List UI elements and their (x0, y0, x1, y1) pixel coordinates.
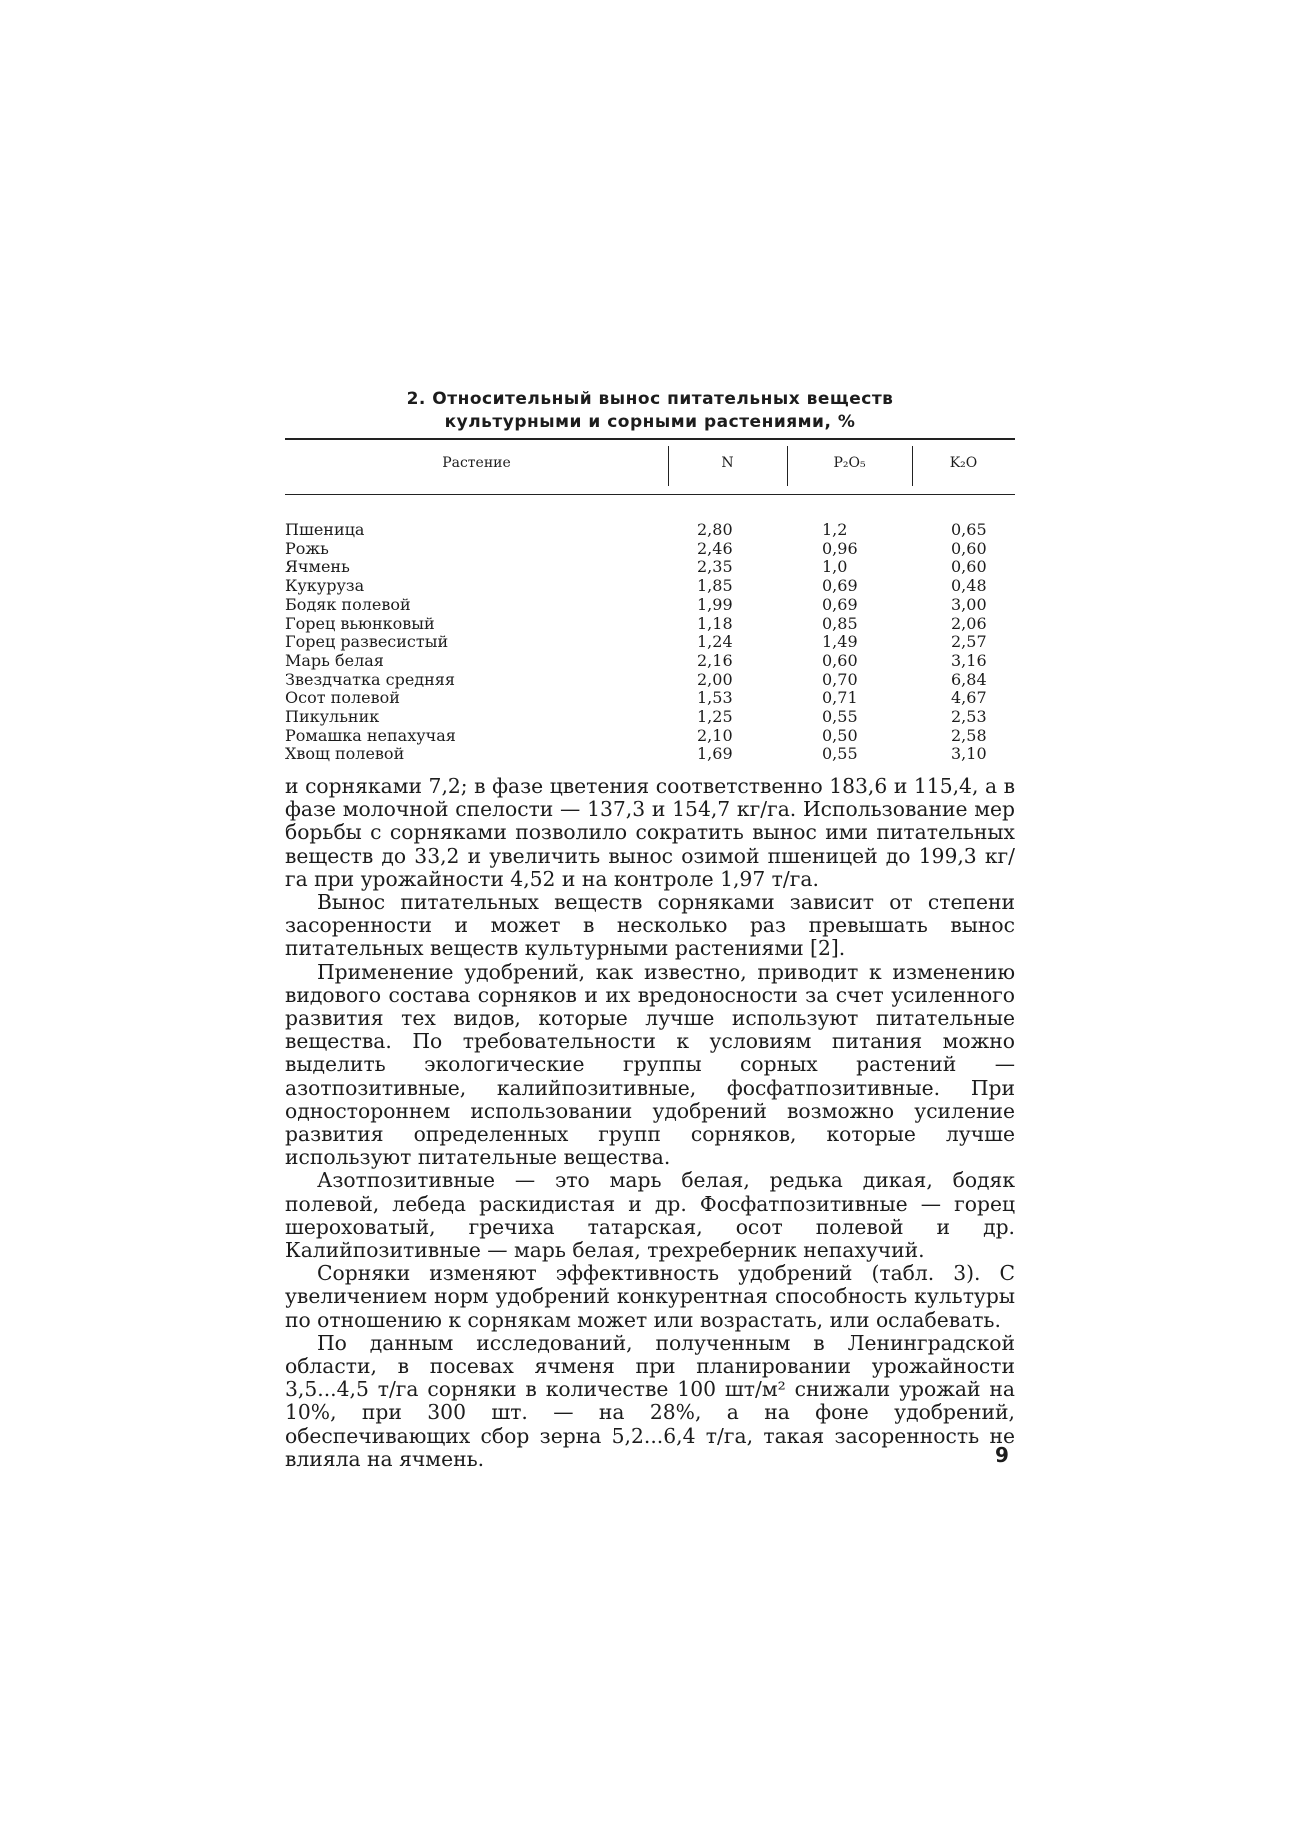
plant-name: Ячмень (285, 557, 350, 577)
p2o5-value: 0,60 (822, 650, 858, 670)
k2o-value: 0,65 (951, 520, 987, 539)
table-row (285, 745, 1015, 764)
n-value: 2,35 (697, 557, 733, 577)
header-k2o: K₂O (949, 455, 978, 471)
header-plant: Растение (442, 455, 511, 471)
table-row (285, 671, 1015, 690)
p2o5-value: 0,85 (822, 613, 858, 633)
table-row (285, 689, 1015, 708)
n-value: 1,25 (697, 707, 733, 726)
n-value: 2,00 (697, 669, 733, 689)
k2o-value: 4,67 (951, 688, 987, 708)
table-title-line-1: 2. Относительный вынос питательных веществ (406, 389, 894, 409)
k2o-value: 2,53 (951, 707, 987, 726)
p2o5-value: 1,0 (822, 557, 848, 577)
table-row (285, 577, 1015, 596)
page-number: 9 (995, 1443, 1009, 1467)
n-value: 2,46 (697, 538, 733, 558)
paragraph: По данным исследований, полученным в Ленинградской области, в посевах ячменя при планировании урожайности 3,5...4,5 т/га сорняки в количестве 100 шт/м² снижали урожай на 10%, при 300 шт. — на 28%, а на фоне удобрений, обеспечивающих сбор зерна 5,2...6,4 т/га, такая засоренность не влияла на ячмень. (285, 1330, 1015, 1471)
plant-name: Звездчатка средняя (285, 669, 455, 689)
plant-name: Осот полевой (285, 688, 400, 708)
plant-name: Кукуруза (285, 576, 365, 596)
paragraph: и сорняками 7,2; в фазе цветения соответственно 183,6 и 115,4, а в фазе молочной спелости — 137,3 и 154,7 кг/га. Использование мер борьбы с сорняками позволило сократить вынос ими питательных веществ до 33,2 и увеличить вынос озимой пшеницей до 199,3 кг/га при урожайности 4,52 и на контроле 1,97 т/га. (285, 774, 1015, 891)
p2o5-value: 0,70 (822, 669, 858, 689)
n-value: 2,80 (697, 520, 733, 539)
k2o-value: 0,60 (951, 538, 987, 558)
table-row (285, 615, 1015, 634)
table-title-line-2: культурными и сорными растениями, % (444, 412, 856, 432)
table-row (285, 540, 1015, 559)
n-value: 1,99 (697, 594, 733, 614)
k2o-value: 3,16 (951, 650, 987, 670)
plant-name: Пшеница (285, 520, 365, 539)
p2o5-value: 1,2 (822, 520, 848, 539)
p2o5-value: 0,55 (822, 707, 858, 726)
p2o5-value: 1,49 (822, 632, 858, 652)
header-p2o5: P₂O₅ (833, 455, 866, 471)
n-value: 1,69 (697, 744, 733, 764)
p2o5-value: 0,96 (822, 538, 858, 558)
k2o-value: 6,84 (951, 669, 987, 689)
paragraph: Применение удобрений, как известно, приводит к изменению видового состава сорняков и их вредоносности за счет усиленного развития тех видов, которые лучше используют питательные вещества. По требовательности к условиям питания можно выделить экологические группы сорных растений — азотпозитивные, калийпозитивные, фосфатпозитивные. При одностороннем использовании удобрений возможно усиление развития определенных групп сорняков, которые лучше используют питательные вещества. (285, 959, 1015, 1170)
table-row (285, 652, 1015, 671)
plant-name: Хвощ полевой (285, 744, 405, 764)
n-value: 1,85 (697, 576, 733, 596)
p2o5-value: 0,55 (822, 744, 858, 764)
k2o-value: 2,58 (951, 725, 987, 745)
paragraph: Сорняки изменяют эффективность удобрений (табл. 3). С увеличением норм удобрений конкурентная способность культуры по отношению к сорнякам может или возрастать, или ослабевать. (285, 1261, 1015, 1332)
p2o5-value: 0,69 (822, 594, 858, 614)
plant-name: Ромашка непахучая (285, 725, 456, 745)
n-value: 1,24 (697, 632, 733, 652)
table-row (285, 727, 1015, 746)
table-row (285, 596, 1015, 615)
paragraph: Вынос питательных веществ сорняками зависит от степени засоренности и может в несколько раз превышать вынос питательных веществ культурными растениями [2]. (285, 890, 1015, 961)
plant-name: Пикульник (285, 707, 380, 726)
k2o-value: 3,00 (951, 594, 987, 614)
n-value: 2,10 (697, 725, 733, 745)
body-text (285, 775, 1015, 1471)
plant-name: Горец развесистый (285, 632, 449, 652)
p2o5-value: 0,71 (822, 688, 858, 708)
p2o5-value: 0,69 (822, 576, 858, 596)
plant-name: Бодяк полевой (285, 594, 411, 614)
paragraph: Азотпозитивные — это марь белая, редька дикая, бодяк полевой, лебеда раскидистая и др. Фосфатпозитивные — горец шероховатый, гречиха татарская, осот полевой и др. Калийпозитивные — марь белая, трехреберник непахучий. (285, 1168, 1015, 1263)
k2o-value: 2,06 (951, 613, 987, 633)
n-value: 1,18 (697, 613, 733, 633)
k2o-value: 2,57 (951, 632, 987, 652)
k2o-value: 3,10 (951, 744, 987, 764)
k2o-value: 0,60 (951, 557, 987, 577)
table-row (285, 558, 1015, 577)
table-row (285, 708, 1015, 727)
table-row (285, 633, 1015, 652)
table-title (285, 388, 1015, 434)
k2o-value: 0,48 (951, 576, 987, 596)
plant-name: Марь белая (285, 650, 384, 670)
table-header-rule (285, 494, 1015, 495)
plant-name: Горец вьюнковый (285, 613, 435, 633)
p2o5-value: 0,50 (822, 725, 858, 745)
table-top-rule (285, 438, 1015, 440)
n-value: 2,16 (697, 650, 733, 670)
n-value: 1,53 (697, 688, 733, 708)
table-row (285, 521, 1015, 540)
header-n: N (721, 455, 734, 471)
plant-name: Рожь (285, 538, 329, 558)
